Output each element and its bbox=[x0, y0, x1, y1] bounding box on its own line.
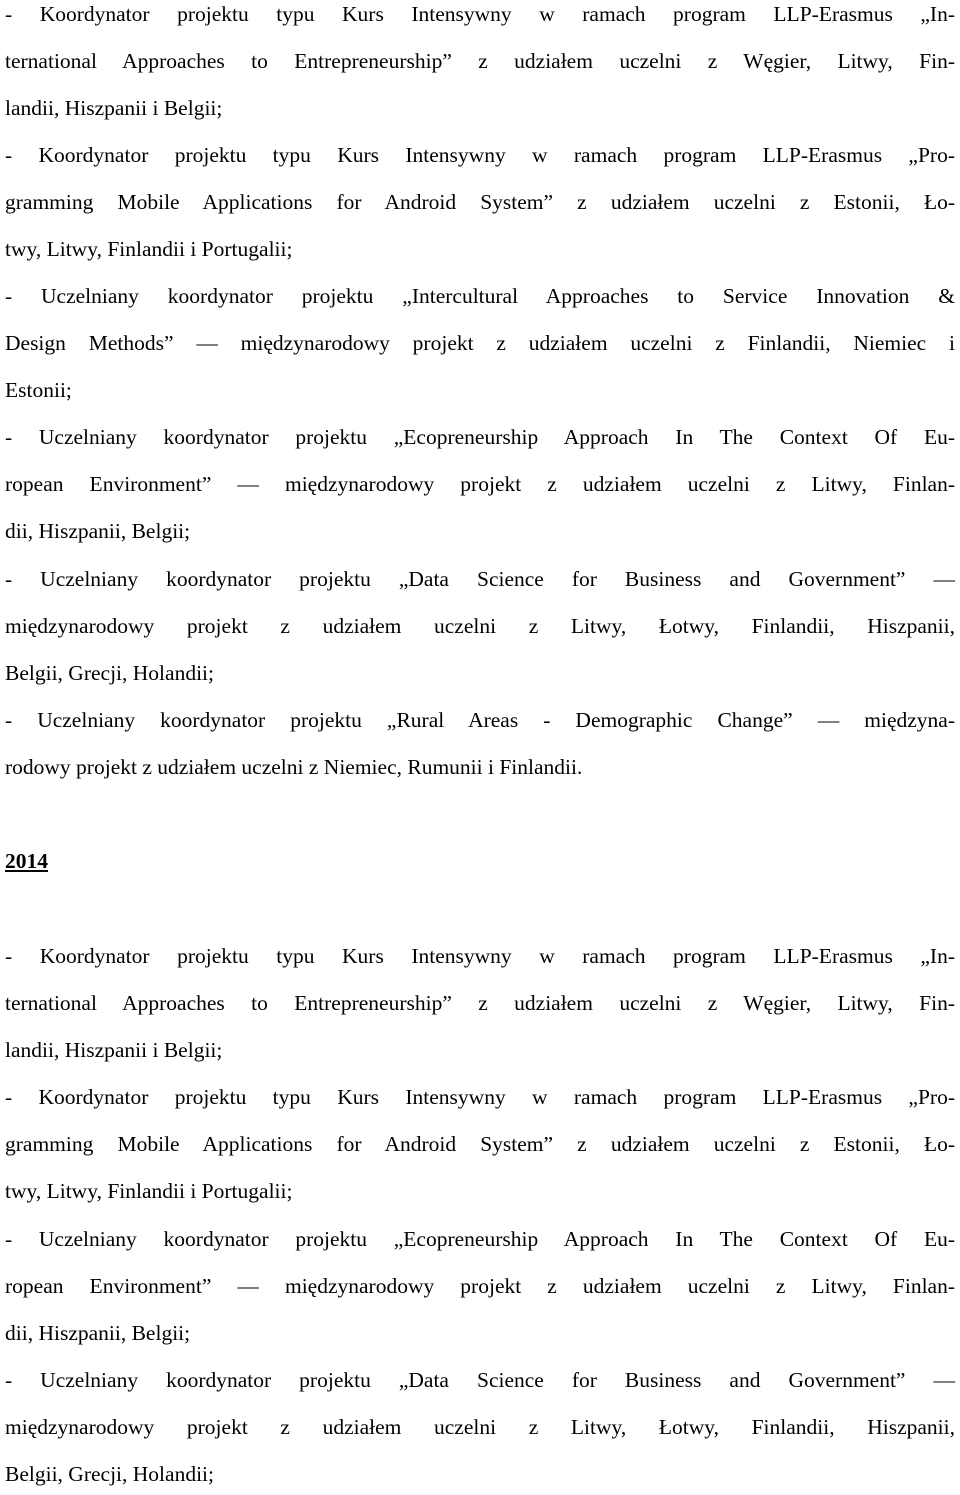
paragraph-line: - Uczelniany koordynator projektu „Rural Areas - Demographic Change” — międzyna- bbox=[5, 708, 955, 732]
paragraph-line: międzynarodowy projekt z udziałem uczelni z Litwy, Łotwy, Finlandii, Hiszpanii, bbox=[5, 1415, 955, 1439]
paragraph-line: - Koordynator projektu typu Kurs Intensywny w ramach program LLP-Erasmus „In- bbox=[5, 2, 955, 26]
paragraph-line: dii, Hiszpanii, Belgii; bbox=[5, 1321, 191, 1345]
paragraph-line: - Uczelniany koordynator projektu „Data Science for Business and Government” — bbox=[5, 567, 955, 591]
paragraph-line: - Koordynator projektu typu Kurs Intensywny w ramach program LLP-Erasmus „Pro- bbox=[5, 1085, 955, 1109]
paragraph-line: Belgii, Grecji, Holandii; bbox=[5, 1462, 214, 1486]
paragraph-line: Belgii, Grecji, Holandii; bbox=[5, 661, 214, 685]
paragraph-line: ropean Environment” — międzynarodowy projekt z udziałem uczelni z Litwy, Finlan- bbox=[5, 1274, 955, 1298]
paragraph-line: - Koordynator projektu typu Kurs Intensywny w ramach program LLP-Erasmus „Pro- bbox=[5, 143, 955, 167]
paragraph-line: ropean Environment” — międzynarodowy projekt z udziałem uczelni z Litwy, Finlan- bbox=[5, 472, 955, 496]
paragraph-line: - Koordynator projektu typu Kurs Intensywny w ramach program LLP-Erasmus „In- bbox=[5, 944, 955, 968]
paragraph-line: ternational Approaches to Entrepreneurship” z udziałem uczelni z Węgier, Litwy, Fin- bbox=[5, 49, 955, 73]
paragraph-line: landii, Hiszpanii i Belgii; bbox=[5, 96, 223, 120]
paragraph-line: landii, Hiszpanii i Belgii; bbox=[5, 1038, 223, 1062]
paragraph-line: dii, Hiszpanii, Belgii; bbox=[5, 519, 191, 543]
paragraph-line: Design Methods” — międzynarodowy projekt z udziałem uczelni z Finlandii, Niemiec i bbox=[5, 331, 955, 355]
paragraph-line: Estonii; bbox=[5, 378, 72, 402]
paragraph-line: twy, Litwy, Finlandii i Portugalii; bbox=[5, 1179, 293, 1203]
paragraph-line: gramming Mobile Applications for Android System” z udziałem uczelni z Estonii, Ło- bbox=[5, 190, 955, 214]
paragraph-line: rodowy projekt z udziałem uczelni z Niemiec, Rumunii i Finlandii. bbox=[5, 755, 583, 779]
paragraph-line: twy, Litwy, Finlandii i Portugalii; bbox=[5, 237, 293, 261]
paragraph-line: gramming Mobile Applications for Android System” z udziałem uczelni z Estonii, Ło- bbox=[5, 1132, 955, 1156]
paragraph-line: międzynarodowy projekt z udziałem uczelni z Litwy, Łotwy, Finlandii, Hiszpanii, bbox=[5, 614, 955, 638]
paragraph-line: - Uczelniany koordynator projektu „Ecopreneurship Approach In The Context Of Eu- bbox=[5, 425, 955, 449]
paragraph-line: ternational Approaches to Entrepreneurship” z udziałem uczelni z Węgier, Litwy, Fin- bbox=[5, 991, 955, 1015]
paragraph-line: - Uczelniany koordynator projektu „Ecopreneurship Approach In The Context Of Eu- bbox=[5, 1227, 955, 1251]
paragraph-line: - Uczelniany koordynator projektu „Intercultural Approaches to Service Innovation & bbox=[5, 284, 955, 308]
year-heading: 2014 bbox=[5, 849, 48, 873]
paragraph-line: - Uczelniany koordynator projektu „Data Science for Business and Government” — bbox=[5, 1368, 955, 1392]
